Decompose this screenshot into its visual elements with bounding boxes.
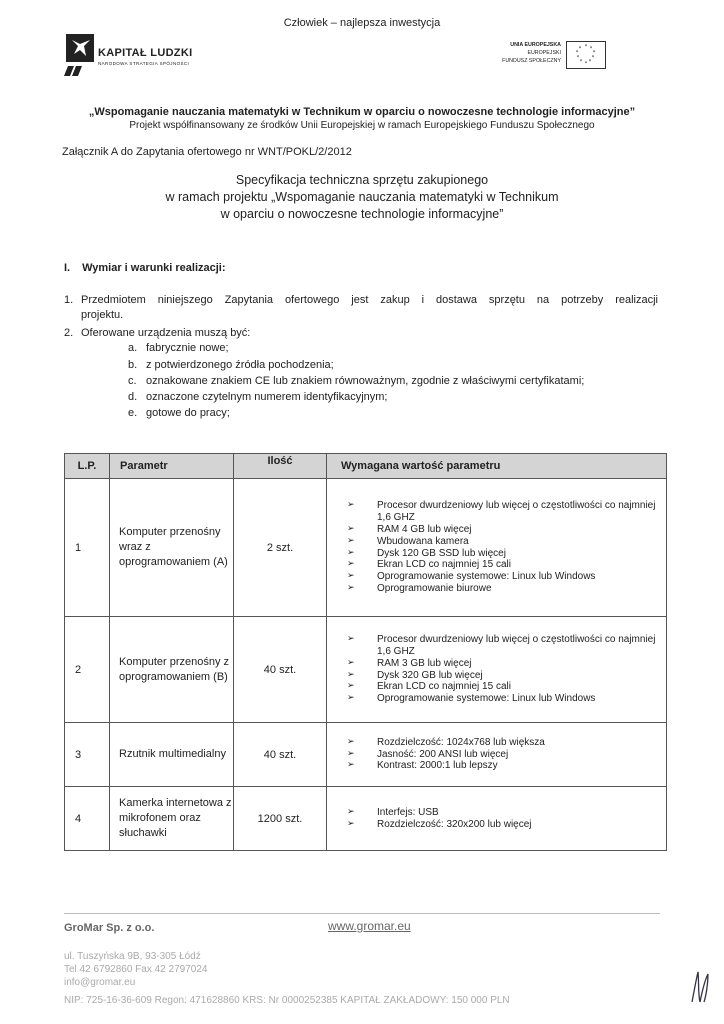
list-item-text: Oferowane urządzenia muszą być:: [81, 327, 251, 339]
sub-item-letter: e.: [128, 407, 138, 419]
sub-item-text: oznakowane znakiem CE lub znakiem równoważnym, zgodnie z właściwymi certyfikatami;: [146, 375, 585, 387]
sub-item-letter: b.: [128, 359, 138, 371]
svg-text:*: *: [576, 55, 580, 61]
header-qty: Ilość: [234, 454, 327, 479]
row-qty: 40 szt.: [234, 723, 327, 787]
sub-item-text: fabrycznie nowe;: [146, 342, 229, 354]
header-req: Wymagana wartość parametru: [327, 454, 667, 479]
footer-company: GroMar Sp. z o.o.: [64, 922, 155, 934]
row-name: Komputer przenośny z oprogramowaniem (B): [110, 617, 234, 723]
req-item: ➢ Jasność: 200 ANSI lub więcej: [343, 749, 666, 761]
header-motto: Człowiek – najlepsza inwestycja: [283, 17, 441, 29]
req-item: ➢ Kontrast: 2000:1 lub lepszy: [343, 760, 666, 772]
footer-email: info@gromar.eu: [64, 977, 136, 988]
eu-logo-line3: FUNDUSZ SPOŁECZNY: [502, 58, 561, 64]
spec-title-line3: w oparciu o nowoczesne technologie informacyjne”: [220, 207, 504, 221]
req-item: ➢ Wbudowana kamera: [343, 536, 666, 548]
list-item: [64, 326, 250, 341]
section-title: Wymiar i warunki realizacji:: [82, 262, 226, 274]
list-item-continuation: projektu.: [81, 309, 124, 321]
row-qty: 1200 szt.: [234, 787, 327, 851]
sub-list-item: [128, 359, 334, 371]
footer-registration: NIP: 725-16-36-609 Regon: 471628860 KRS: Nr 0000252385 KAPITAŁ ZAKŁADOWY: 150 000 PLN: [64, 995, 510, 1006]
row-reqs: [327, 479, 667, 617]
sub-item-text: oznaczone czytelnym numerem identyfikacyjnym;: [146, 391, 388, 403]
project-cofinancing: Projekt współfinansowany ze środków Unii Europejskiej w ramach Europejskiego Funduszu Społecznego: [129, 120, 595, 131]
svg-text:*: *: [579, 59, 583, 65]
list-item-number: 2.: [64, 327, 74, 339]
row-name: Kamerka internetowa z mikrofonem oraz słuchawki: [110, 787, 234, 851]
svg-text:*: *: [575, 50, 579, 56]
svg-text:*: *: [592, 50, 596, 56]
req-item: ➢ Oprogramowanie systemowe: Linux lub Windows: [343, 693, 666, 705]
row-reqs: [327, 723, 667, 787]
sub-item-letter: c.: [128, 375, 137, 387]
row-lp: 4: [65, 787, 110, 851]
table-row: [65, 787, 667, 851]
req-item: ➢ Dysk 120 GB SSD lub więcej: [343, 548, 666, 560]
table-row: [65, 617, 667, 723]
row-reqs: [327, 787, 667, 851]
svg-text:*: *: [591, 55, 595, 61]
svg-text:*: *: [578, 46, 582, 52]
section-heading: [64, 262, 226, 274]
list-item: [64, 293, 658, 308]
spec-title-line1: Specyfikacja techniczna sprzętu zakupionego: [235, 173, 489, 187]
sub-list-item: [128, 375, 584, 387]
footer-website-link[interactable]: www.gromar.eu: [328, 919, 411, 933]
section-number: I.: [64, 262, 71, 274]
eu-logo: [481, 41, 606, 75]
kapital-ludzki-icon: [64, 32, 96, 77]
req-item: ➢ Procesor dwurdzeniowy lub więcej o częstotliwości co najmniej 1,6 GHZ: [343, 500, 666, 524]
eu-logo-line2: EUROPEJSKI: [527, 50, 561, 56]
kapital-ludzki-subtitle: NARODOWA STRATEGIA SPÓJNOŚCI: [98, 61, 190, 66]
header-lp: L.P.: [65, 454, 110, 479]
row-lp: 2: [65, 617, 110, 723]
spec-title-line2: w ramach projektu „Wspomaganie nauczania matematyki w Technikum: [165, 190, 559, 204]
req-item: ➢ Oprogramowanie systemowe: Linux lub Windows: [343, 571, 666, 583]
sub-item-letter: d.: [128, 391, 138, 403]
footer-phone: Tel 42 6792860 Fax 42 2797024: [64, 964, 208, 975]
sub-list-item: [128, 391, 387, 403]
row-name: Rzutnik multimedialny: [110, 723, 234, 787]
handwritten-signature: [686, 968, 712, 1006]
header-param: Parametr: [110, 454, 234, 479]
table-row: [65, 479, 667, 617]
req-item: ➢ Ekran LCD co najmniej 15 cali: [343, 559, 666, 571]
req-item: ➢ Interfejs: USB: [343, 807, 666, 819]
kapital-ludzki-name: KAPITAŁ LUDZKI: [98, 47, 193, 59]
table-row: [65, 723, 667, 787]
row-lp: 1: [65, 479, 110, 617]
kapital-ludzki-logo: [64, 32, 214, 77]
eu-flag-icon: [566, 41, 606, 69]
req-item: ➢ Rozdzielczość: 1024x768 lub większa: [343, 737, 666, 749]
footer-address: ul. Tuszyńska 9B, 93-305 Łódź: [64, 951, 201, 962]
row-reqs: [327, 617, 667, 723]
spec-title: [0, 172, 724, 223]
req-item: ➢ Procesor dwurdzeniowy lub więcej o częstotliwości co najmniej 1,6 GHZ: [343, 634, 666, 658]
eu-logo-line1: UNIA EUROPEJSKA: [510, 42, 561, 48]
table-header-row: [65, 454, 667, 479]
req-item: ➢ Ekran LCD co najmniej 15 cali: [343, 681, 666, 693]
row-qty: 2 szt.: [234, 479, 327, 617]
list-item-text: Przedmiotem niniejszego Zapytania ofertowego jest zakup i dostawa sprzętu na potrzeby realizacji: [81, 294, 658, 306]
spec-table: [64, 453, 667, 851]
sub-list-item: [128, 407, 230, 419]
row-name: Komputer przenośny wraz z oprogramowaniem (A): [110, 479, 234, 617]
svg-text:*: *: [588, 59, 592, 65]
req-item: ➢ Oprogramowanie biurowe: [343, 583, 666, 595]
sub-item-letter: a.: [128, 342, 138, 354]
footer-divider: [64, 913, 660, 914]
sub-item-text: z potwierdzonego źródła pochodzenia;: [146, 359, 334, 371]
row-lp: 3: [65, 723, 110, 787]
row-qty: 40 szt.: [234, 617, 327, 723]
list-item-number: 1.: [64, 294, 74, 306]
svg-text:*: *: [584, 61, 588, 67]
req-item: ➢ RAM 4 GB lub więcej: [343, 524, 666, 536]
project-title: „Wspomaganie nauczania matematyki w Technikum w oparciu o nowoczesne technologie informacyjne”: [88, 106, 636, 118]
sub-item-text: gotowe do pracy;: [146, 407, 230, 419]
sub-list-item: [128, 342, 229, 354]
annex-reference: Załącznik A do Zapytania ofertowego nr WNT/POKL/2/2012: [62, 146, 352, 158]
req-item: ➢ Rozdzielczość: 320x200 lub więcej: [343, 819, 666, 831]
req-item: ➢ Dysk 320 GB lub więcej: [343, 670, 666, 682]
svg-text:*: *: [589, 46, 593, 52]
svg-text:*: *: [584, 44, 588, 50]
req-item: ➢ RAM 3 GB lub więcej: [343, 658, 666, 670]
